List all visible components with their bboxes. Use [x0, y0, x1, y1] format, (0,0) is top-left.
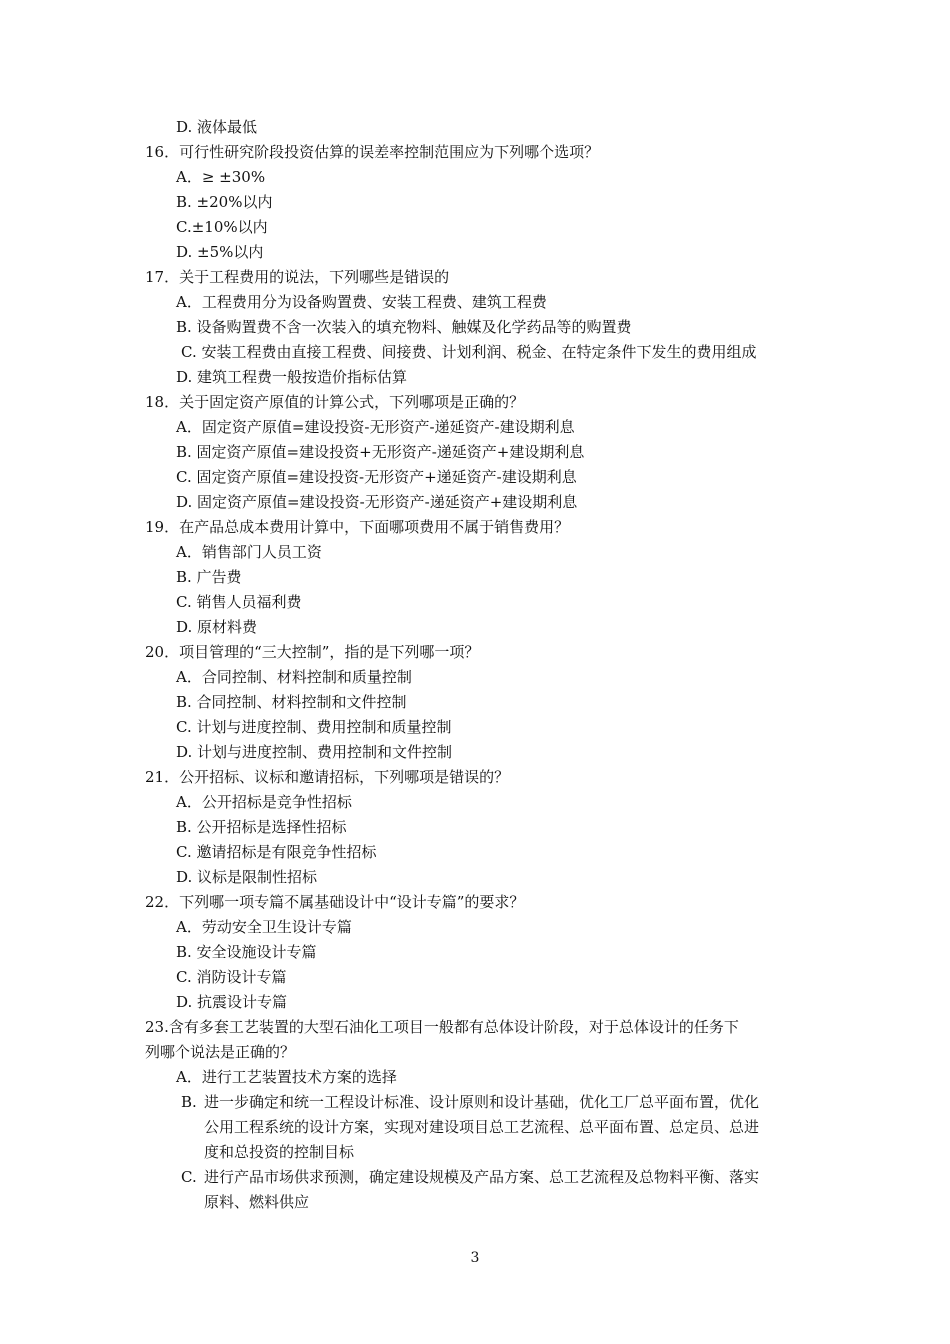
option-line: D. ±5%以内 [176, 243, 264, 261]
option-b-block [0, 1090, 811, 1165]
option-text-line: 度和总投资的控制目标 [204, 1143, 355, 1161]
question-18: 18．关于固定资产原值的计算公式，下列哪项是正确的？ [145, 393, 525, 411]
option-line: C. 消防设计专篇 [176, 968, 287, 986]
page-number: 3 [470, 1250, 480, 1266]
option-line: C.±10%以内 [176, 218, 268, 236]
option-line: C. 邀请招标是有限竞争性招标 [176, 843, 377, 861]
option-c-block [0, 1165, 811, 1215]
question-22: 22．下列哪一项专篇不属基础设计中“设计专篇”的要求？ [145, 893, 525, 911]
option-line: B. 公开招标是选择性招标 [176, 818, 347, 836]
question-19: 19．在产品总成本费用计算中，下面哪项费用不属于销售费用？ [145, 518, 570, 536]
page-content [0, 115, 950, 1215]
question-16: 16．可行性研究阶段投资估算的误差率控制范围应为下列哪个选项？ [145, 143, 600, 161]
option-line: A．合同控制、材料控制和质量控制 [176, 668, 412, 686]
option-text-line: 原料、燃料供应 [204, 1193, 310, 1211]
option-line: B. 固定资产原值=建设投资+无形资产-递延资产+建设期利息 [176, 443, 585, 461]
option-text-line: 公用工程系统的设计方案，实现对建设项目总工艺流程、总平面布置、总定员、总进 [204, 1118, 760, 1136]
option-line: D. 计划与进度控制、费用控制和文件控制 [176, 743, 453, 761]
option-line: D. 固定资产原值=建设投资-无形资产-递延资产+建设期利息 [176, 493, 578, 511]
option-label: B. [181, 1093, 197, 1111]
option-text [204, 1165, 811, 1215]
option-line: D. 议标是限制性招标 [176, 868, 318, 886]
option-line: A．工程费用分为设备购置费、安装工程费、建筑工程费 [176, 293, 547, 311]
option-line: A．固定资产原值=建设投资-无形资产-递延资产-建设期利息 [176, 418, 575, 436]
option-line: C. 安装工程费由直接工程费、间接费、计划利润、税金、在特定条件下发生的费用组成 [181, 343, 757, 361]
option-line: C. 计划与进度控制、费用控制和质量控制 [176, 718, 452, 736]
question-17: 17．关于工程费用的说法，下列哪些是错误的 [145, 268, 450, 286]
option-label: C. [181, 1168, 197, 1186]
option-line: B. 合同控制、材料控制和文件控制 [176, 693, 407, 711]
option-line: D. 抗震设计专篇 [176, 993, 288, 1011]
option-text [204, 1090, 811, 1165]
option-line: A．≥ ±30% [176, 168, 266, 186]
question-21: 21．公开招标、议标和邀请招标，下列哪项是错误的？ [145, 768, 510, 786]
option-line: A．进行工艺装置技术方案的选择 [176, 1068, 397, 1086]
option-line: D. 液体最低 [176, 118, 258, 136]
option-text-line: 进行产品市场供求预测，确定建设规模及产品方案、总工艺流程及总物料平衡、落实 [204, 1168, 760, 1186]
question-23: 23.含有多套工艺装置的大型石油化工项目一般都有总体设计阶段，对于总体设计的任务下 [145, 1018, 739, 1036]
option-line: A．劳动安全卫生设计专篇 [176, 918, 352, 936]
option-line: C. 销售人员福利费 [176, 593, 302, 611]
option-line: D. 建筑工程费一般按造价指标估算 [176, 368, 408, 386]
option-line: D. 原材料费 [176, 618, 258, 636]
option-line: B. 设备购置费不含一次装入的填充物料、触媒及化学药品等的购置费 [176, 318, 632, 336]
option-line: B. 广告费 [176, 568, 242, 586]
question-23-continued: 列哪个说法是正确的？ [145, 1043, 296, 1061]
option-line: C. 固定资产原值=建设投资-无形资产+递延资产-建设期利息 [176, 468, 577, 486]
option-line: A．销售部门人员工资 [176, 543, 322, 561]
option-text-line: 进一步确定和统一工程设计标准、设计原则和设计基础，优化工厂总平面布置，优化 [204, 1093, 760, 1111]
option-line: B. 安全设施设计专篇 [176, 943, 317, 961]
option-line: B. ±20%以内 [176, 193, 273, 211]
question-20: 20．项目管理的“三大控制”，指的是下列哪一项？ [145, 643, 480, 661]
option-line: A．公开招标是竞争性招标 [176, 793, 352, 811]
